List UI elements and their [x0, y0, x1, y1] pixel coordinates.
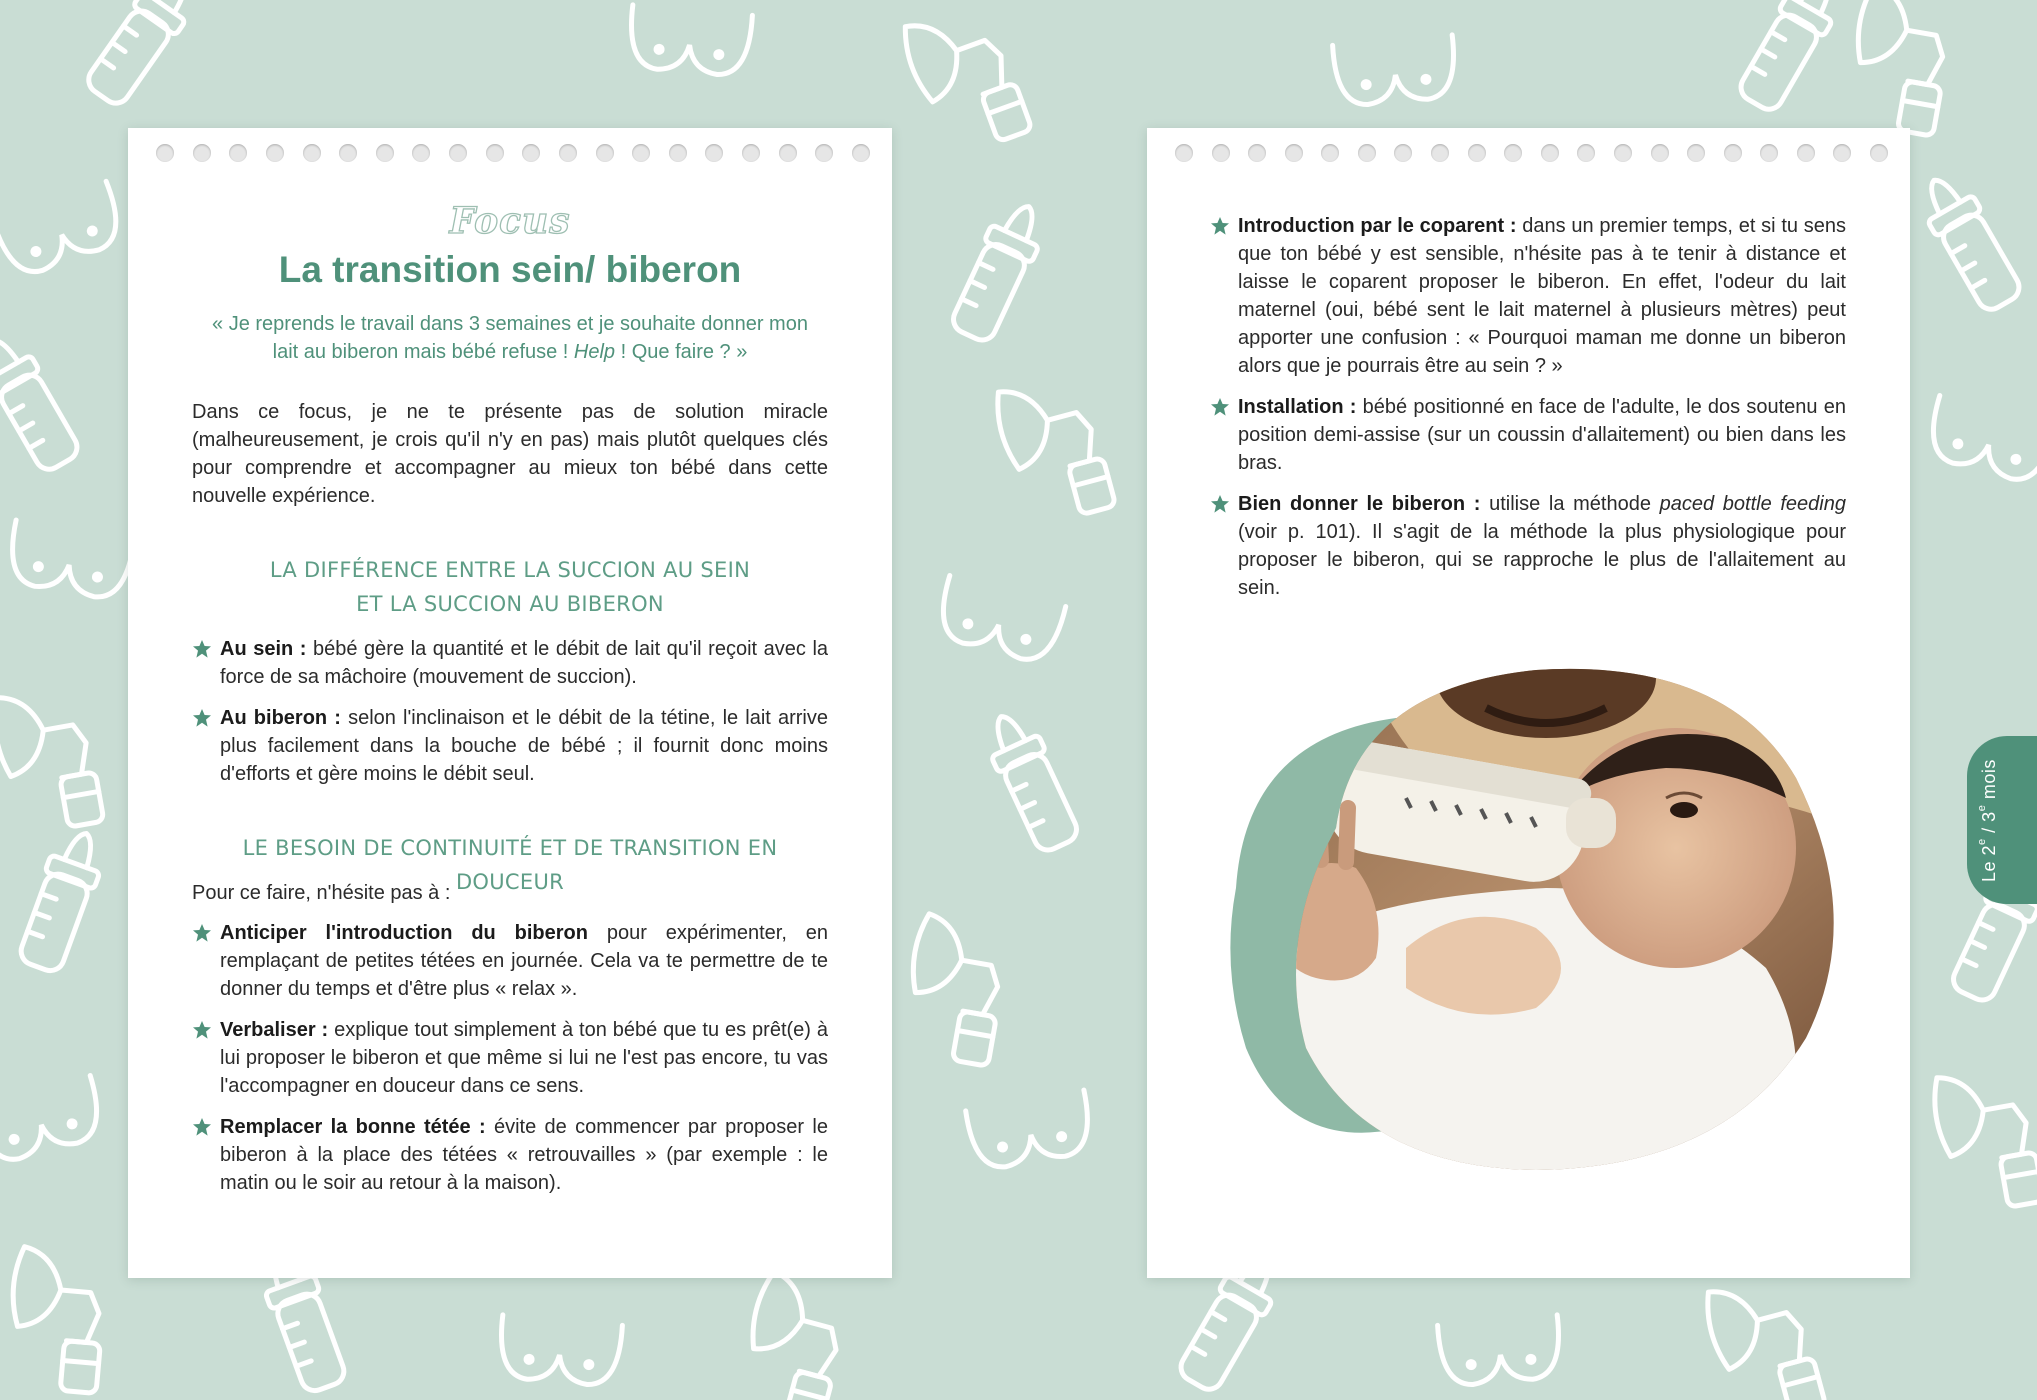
star-bullet-icon — [192, 923, 212, 943]
section-intro: Pour ce faire, n'hésite pas à : — [192, 882, 451, 904]
page-title: La transition sein/ biberon — [278, 249, 742, 290]
section-heading-succion: LA DIFFÉRENCE ENTRE LA SUCCION AU SEIN ET LA SUCCION AU BIBERON — [269, 558, 751, 616]
baby-bottle-photo — [1206, 648, 1852, 1174]
list-item: Bien donner le biberon : utilise la méthode paced bottle feeding (voir p. 101). Il s'agit de la méthode la plus physiologique pour proposer le biberon, qui se rapproche le plus de l'allaitement au sein. — [1238, 490, 1846, 602]
section-heading-continuite: LE BESOIN DE CONTINUITÉ ET DE TRANSITION EN DOUCEUR — [242, 836, 778, 894]
intro-paragraph: Dans ce focus, je ne te présente pas de solution miracle (malheureusement, je crois qu'il n'y en pas) mais plutôt quelques clés pour comprendre et accompagner au mieux ton bébé dans cette nouvelle expérience. — [192, 401, 828, 507]
star-bullet-icon — [192, 1020, 212, 1040]
list-item: Remplacer la bonne tétée : évite de commencer par proposer le biberon à la place des tétées « retrouvailles » (par exemple : le matin ou le soir au retour à la maison). — [220, 1113, 828, 1197]
chapter-side-tab-label: Le 2e / 3e mois — [1976, 759, 1999, 882]
star-bullet-icon — [192, 1117, 212, 1137]
list-item: Installation : bébé positionné en face de l'adulte, le dos soutenu en position demi-assise (sur un coussin d'allaitement) ou bien dans les bras. — [1238, 393, 1846, 477]
list-item: Verbaliser : explique tout simplement à ton bébé que tu es prêt(e) à lui proposer le biberon et que même si lui ne l'est pas encore, tu vas l'accompagner en douceur dans ce sens. — [220, 1016, 828, 1100]
list-item: Au sein : bébé gère la quantité et le débit de lait qu'il reçoit avec la force de sa mâchoire (mouvement de succion). — [220, 635, 828, 691]
intro-quote: « Je reprends le travail dans 3 semaines et je souhaite donner mon lait au biberon mais bébé refuse ! Help ! Que faire ? » — [212, 313, 808, 363]
focus-label: Focus — [449, 200, 571, 242]
star-bullet-icon — [1210, 397, 1230, 417]
spiral-holes — [156, 144, 870, 164]
star-bullet-icon — [1210, 216, 1230, 236]
list-item: Anticiper l'introduction du biberon pour expérimenter, en remplaçant de petites tétées en journée. Cela va te permettre de te donner du temps et d'être plus « relax ». — [220, 919, 828, 1003]
left-page-card — [128, 128, 892, 1278]
list-item: Au biberon : selon l'inclinaison et le débit de la tétine, le lait arrive plus facilement dans la bouche de bébé ; il fournit donc moins d'efforts et gère moins le débit seul. — [220, 704, 828, 788]
star-bullet-icon — [1210, 494, 1230, 514]
star-bullet-icon — [192, 639, 212, 659]
star-bullet-icon — [192, 708, 212, 728]
list-item: Introduction par le coparent : dans un premier temps, et si tu sens que ton bébé y est sensible, n'hésite pas à te tenir à distance et laisse le coparent proposer le biberon. En effet, l'odeur du lait maternel (oui, bébé sent le lait maternel à plusieurs mètres) peut apporter une confusion : « Pourquoi maman me donne un biberon alors que je pourrais être au sein ? » — [1238, 212, 1846, 380]
spiral-holes — [1175, 144, 1888, 164]
